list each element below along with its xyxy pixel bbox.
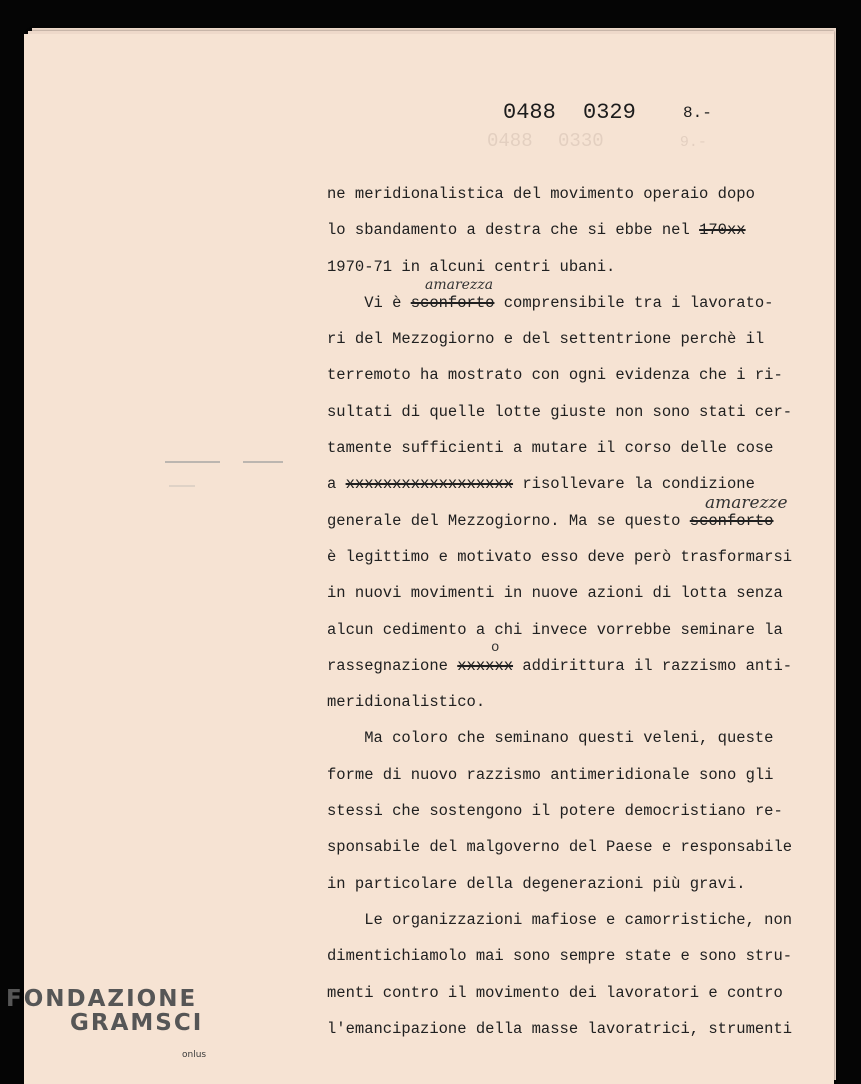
text-line: in nuovi movimenti in nuove azioni di lotta senza	[327, 584, 783, 603]
text-line: rassegnazione xxxxxx addirittura il razzismo anti- o	[327, 648, 827, 684]
margin-marks	[165, 460, 285, 490]
text-line: è legittimo e motivato esso deve però trasformarsi	[327, 547, 793, 566]
text-line: Vi è sconforto comprensibile tra i lavorato- amarezza	[327, 285, 827, 321]
text-line: 1970-71 in alcuni centri ubani.	[327, 257, 616, 276]
struck-text: xxxxxxxxxxxxxxxxxx	[345, 475, 514, 494]
struck-text: xxxxxx	[457, 656, 514, 675]
text-line: sultati di quelle lotte giuste non sono stati cer-	[327, 402, 793, 421]
text-line: alcun cedimento a chi invece vorrebbe seminare la	[327, 620, 783, 639]
text-line: meridionalistico.	[327, 693, 486, 712]
typed-insertion: o	[491, 639, 500, 656]
document-code: 0488 0329	[503, 100, 636, 125]
typed-text	[327, 176, 827, 1047]
fondazione-gramsci-watermark: FONDAZIONE GRAMSCI onlus	[6, 986, 207, 1060]
text-line: dimentichiamolo mai sono sempre state e sono stru-	[327, 947, 793, 966]
text-line: ne meridionalistica del movimento operaio dopo	[327, 185, 755, 203]
text-line: sponsabile del malgoverno del Paese e responsabile	[327, 838, 793, 857]
text-line: menti contro il movimento dei lavoratori e contro	[327, 983, 783, 1002]
text-line: lo sbandamento a destra che si ebbe nel 170xx	[327, 221, 746, 240]
text-line: ri del Mezzogiorno e del settentrione perchè il	[327, 330, 765, 349]
handwritten-correction: amarezze	[705, 492, 788, 513]
struck-text: sconforto	[410, 293, 495, 312]
text-line: a xxxxxxxxxxxxxxxxxx risollevare la condizione	[327, 475, 755, 494]
struck-text: sconforto	[689, 511, 774, 530]
text-line: terremoto ha mostrato con ogni evidenza che i ri-	[327, 366, 783, 385]
ghost-code: 0488 0330 9.-	[487, 130, 707, 152]
text-line: forme di nuovo razzismo antimeridionale sono gli	[327, 765, 774, 784]
text-line: Ma coloro che seminano questi veleni, queste	[327, 729, 774, 748]
text-line: in particolare della degenerazioni più gravi.	[327, 874, 746, 893]
text-line: Le organizzazioni mafiose e camorristiche, non	[327, 910, 793, 929]
text-line: tamente sufficienti a mutare il corso delle cose	[327, 439, 774, 458]
text-line: l'emancipazione della masse lavoratrici, strumenti	[327, 1019, 793, 1038]
text-line: stessi che sostengono il potere democristiano re-	[327, 802, 783, 821]
text-line: generale del Mezzogiorno. Ma se questo sconforto amarezze	[327, 503, 827, 539]
struck-text: 170xx	[699, 221, 746, 240]
handwritten-correction: amarezza	[425, 276, 494, 293]
page-number: 8.-	[683, 104, 712, 122]
